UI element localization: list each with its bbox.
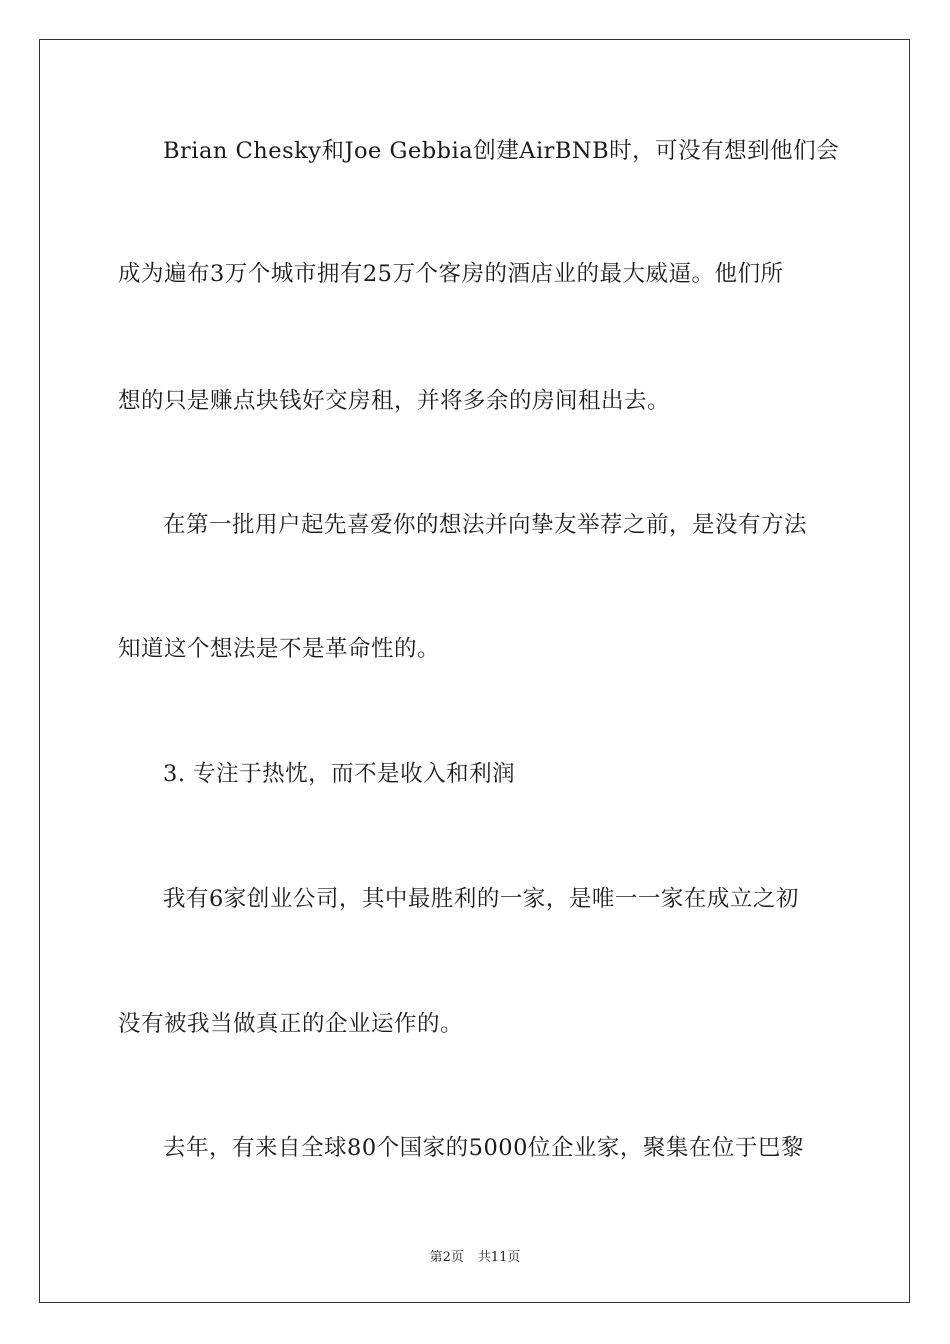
paragraph-line: 想的只是赚点块钱好交房租，并将多余的房间租出去。: [118, 388, 671, 414]
page-total: 共11页: [477, 1250, 521, 1265]
paragraph-line: 我有6家创业公司，其中最胜利的一家，是唯一一家在成立之初: [163, 886, 799, 912]
page-number: 第2页: [429, 1250, 464, 1265]
paragraph-line: 成为遍布3万个城市拥有25万个客房的酒店业的最大威逼。他们所: [118, 261, 784, 287]
paragraph-line: 没有被我当做真正的企业运作的。: [118, 1011, 464, 1037]
paragraph-line: 在第一批用户起先喜爱你的想法并向挚友举荐之前，是没有方法: [163, 512, 808, 538]
page-footer: [0, 1246, 950, 1265]
paragraph-line: 知道这个想法是不是革命性的。: [118, 636, 441, 662]
paragraph-line: Brian Chesky和Joe Gebbia创建AirBNB时，可没有想到他们会: [163, 138, 840, 164]
page-border: [39, 39, 910, 1303]
paragraph-line: 去年，有来自全球80个国家的5000位企业家，聚集在位于巴黎: [163, 1135, 804, 1161]
section-heading: 3. 专注于热忱，而不是收入和利润: [163, 761, 516, 787]
